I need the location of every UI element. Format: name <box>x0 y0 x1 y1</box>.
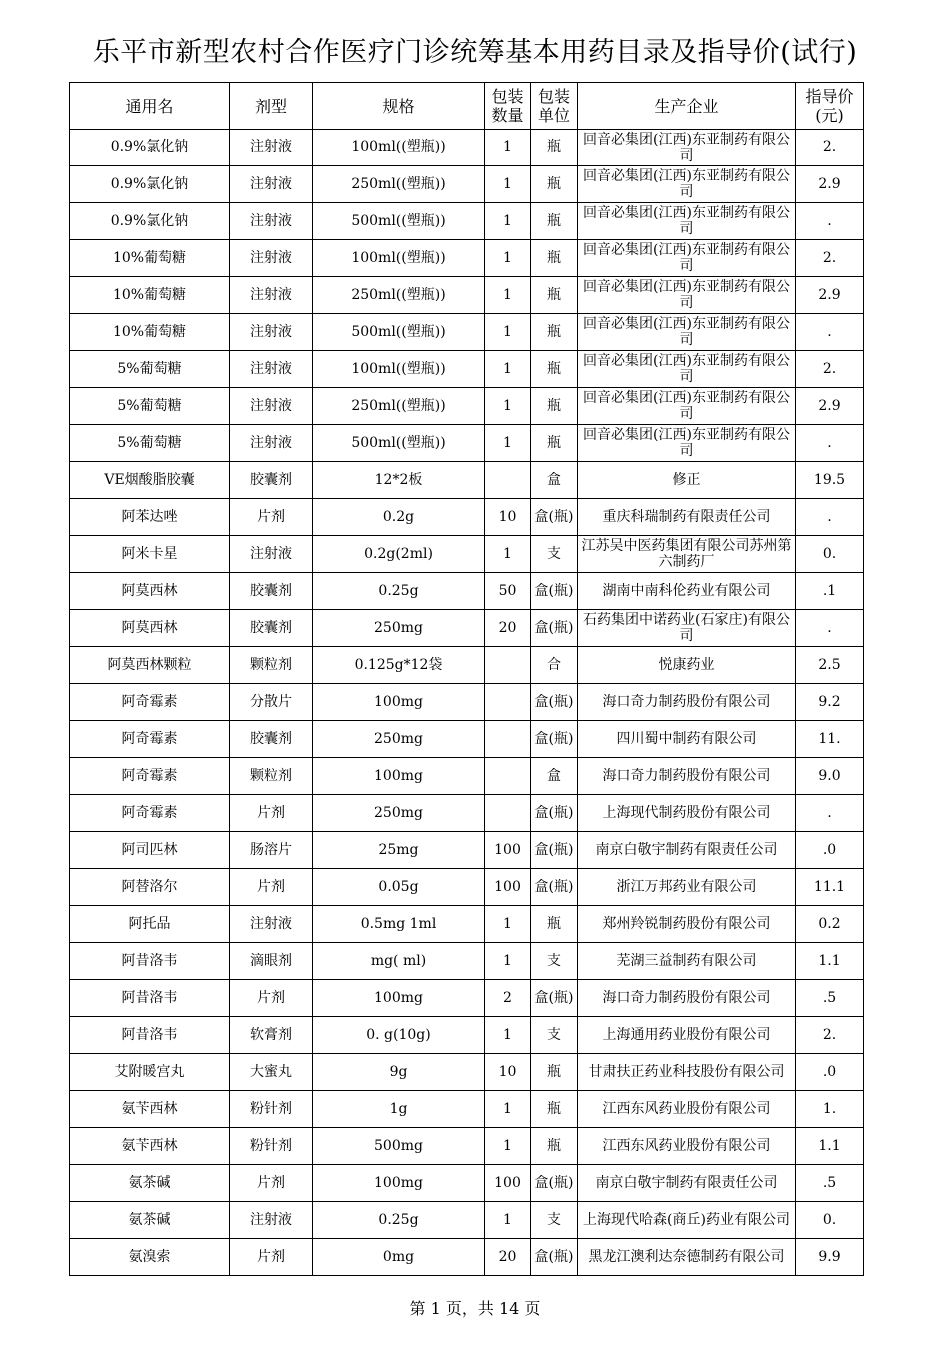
header-package-unit: 包装单位 <box>531 83 578 130</box>
cell-specification: 250ml((塑瓶)) <box>313 166 485 203</box>
page-title: 乐平市新型农村合作医疗门诊统筹基本用药目录及指导价(试行) <box>92 37 858 68</box>
table-row <box>70 795 864 832</box>
cell-package-unit: 盒(瓶) <box>531 573 578 610</box>
cell-manufacturer: 石药集团中诺药业(石家庄)有限公司 <box>578 610 796 647</box>
cell-dosage-form: 注射液 <box>230 388 313 425</box>
cell-generic-name: 氨苄西林 <box>70 1091 230 1128</box>
cell-guide-price: 9.0 <box>796 758 864 795</box>
cell-manufacturer: 江苏吴中医药集团有限公司苏州第六制药厂 <box>578 536 796 573</box>
cell-package-unit: 盒(瓶) <box>531 499 578 536</box>
cell-generic-name: 阿昔洛韦 <box>70 943 230 980</box>
cell-package-quantity: 1 <box>485 203 531 240</box>
cell-package-unit: 盒(瓶) <box>531 832 578 869</box>
table-row <box>70 1202 864 1239</box>
cell-specification: 250mg <box>313 795 485 832</box>
cell-package-unit: 瓶 <box>531 1128 578 1165</box>
cell-dosage-form: 注射液 <box>230 906 313 943</box>
cell-specification: 1g <box>313 1091 485 1128</box>
cell-package-unit: 瓶 <box>531 130 578 166</box>
cell-guide-price: 0.2 <box>796 906 864 943</box>
cell-generic-name: 阿替洛尔 <box>70 869 230 906</box>
cell-manufacturer: 浙江万邦药业有限公司 <box>578 869 796 906</box>
cell-specification: 500ml((塑瓶)) <box>313 425 485 462</box>
cell-specification: 100ml((塑瓶)) <box>313 130 485 166</box>
cell-generic-name: 艾附暖宫丸 <box>70 1054 230 1091</box>
cell-package-quantity <box>485 795 531 832</box>
cell-specification: 9g <box>313 1054 485 1091</box>
cell-dosage-form: 胶囊剂 <box>230 610 313 647</box>
cell-generic-name: 氨溴索 <box>70 1239 230 1276</box>
cell-generic-name: 0.9%氯化钠 <box>70 130 230 166</box>
table-row <box>70 721 864 758</box>
cell-specification: mg( ml) <box>313 943 485 980</box>
cell-package-quantity: 1 <box>485 388 531 425</box>
table-header-row <box>70 83 864 130</box>
cell-dosage-form: 粉针剂 <box>230 1091 313 1128</box>
table-row <box>70 388 864 425</box>
cell-generic-name: 氨茶碱 <box>70 1165 230 1202</box>
table-row <box>70 758 864 795</box>
cell-package-unit: 盒(瓶) <box>531 1239 578 1276</box>
cell-specification: 0. g(10g) <box>313 1017 485 1054</box>
cell-dosage-form: 颗粒剂 <box>230 758 313 795</box>
cell-dosage-form: 胶囊剂 <box>230 721 313 758</box>
cell-generic-name: 阿奇霉素 <box>70 684 230 721</box>
cell-manufacturer: 南京白敬宇制药有限责任公司 <box>578 1165 796 1202</box>
table-row <box>70 832 864 869</box>
table-row <box>70 203 864 240</box>
cell-package-quantity: 1 <box>485 1091 531 1128</box>
cell-package-unit: 支 <box>531 1202 578 1239</box>
cell-generic-name: 阿昔洛韦 <box>70 980 230 1017</box>
cell-specification: 0.05g <box>313 869 485 906</box>
cell-generic-name: 阿莫西林颗粒 <box>70 647 230 684</box>
cell-specification: 500mg <box>313 1128 485 1165</box>
cell-guide-price: . <box>796 314 864 351</box>
cell-generic-name: 阿奇霉素 <box>70 721 230 758</box>
cell-specification: 0.5mg 1ml <box>313 906 485 943</box>
cell-generic-name: 10%葡萄糖 <box>70 277 230 314</box>
cell-package-unit: 支 <box>531 536 578 573</box>
cell-specification: 25mg <box>313 832 485 869</box>
cell-manufacturer: 重庆科瑞制药有限责任公司 <box>578 499 796 536</box>
cell-dosage-form: 注射液 <box>230 277 313 314</box>
cell-package-quantity <box>485 721 531 758</box>
cell-package-quantity: 1 <box>485 314 531 351</box>
cell-specification: 250mg <box>313 610 485 647</box>
cell-manufacturer: 芜湖三益制药有限公司 <box>578 943 796 980</box>
header-manufacturer: 生产企业 <box>578 83 796 130</box>
cell-manufacturer: 江西东风药业股份有限公司 <box>578 1091 796 1128</box>
cell-dosage-form: 注射液 <box>230 1202 313 1239</box>
cell-guide-price: .1 <box>796 573 864 610</box>
cell-guide-price: . <box>796 425 864 462</box>
table-row <box>70 610 864 647</box>
cell-dosage-form: 胶囊剂 <box>230 462 313 499</box>
table-row <box>70 499 864 536</box>
cell-package-quantity: 1 <box>485 277 531 314</box>
cell-dosage-form: 滴眼剂 <box>230 943 313 980</box>
cell-package-quantity: 1 <box>485 166 531 203</box>
cell-manufacturer: 回音必集团(江西)东亚制药有限公司 <box>578 277 796 314</box>
cell-manufacturer: 修正 <box>578 462 796 499</box>
cell-manufacturer: 上海现代哈森(商丘)药业有限公司 <box>578 1202 796 1239</box>
table-row <box>70 1239 864 1276</box>
cell-dosage-form: 注射液 <box>230 536 313 573</box>
cell-dosage-form: 粉针剂 <box>230 1128 313 1165</box>
cell-manufacturer: 海口奇力制药股份有限公司 <box>578 684 796 721</box>
cell-generic-name: 阿莫西林 <box>70 610 230 647</box>
cell-generic-name: 氨茶碱 <box>70 1202 230 1239</box>
table-row <box>70 869 864 906</box>
cell-generic-name: 阿昔洛韦 <box>70 1017 230 1054</box>
cell-package-quantity: 50 <box>485 573 531 610</box>
cell-package-quantity: 1 <box>485 425 531 462</box>
table-row <box>70 314 864 351</box>
cell-dosage-form: 片剂 <box>230 869 313 906</box>
table-row <box>70 906 864 943</box>
cell-specification: 500ml((塑瓶)) <box>313 314 485 351</box>
cell-package-unit: 支 <box>531 1017 578 1054</box>
cell-generic-name: 阿奇霉素 <box>70 795 230 832</box>
table-row <box>70 1091 864 1128</box>
cell-guide-price: 2.5 <box>796 647 864 684</box>
cell-generic-name: 阿托品 <box>70 906 230 943</box>
header-guide-price: 指导价(元) <box>796 83 864 130</box>
cell-package-quantity: 2 <box>485 980 531 1017</box>
cell-specification: 0mg <box>313 1239 485 1276</box>
cell-dosage-form: 分散片 <box>230 684 313 721</box>
header-package-quantity: 包装数量 <box>485 83 531 130</box>
cell-package-unit: 瓶 <box>531 277 578 314</box>
cell-package-unit: 瓶 <box>531 1054 578 1091</box>
cell-guide-price: 9.2 <box>796 684 864 721</box>
cell-manufacturer: 悦康药业 <box>578 647 796 684</box>
cell-dosage-form: 片剂 <box>230 499 313 536</box>
cell-manufacturer: 回音必集团(江西)东亚制药有限公司 <box>578 130 796 166</box>
cell-guide-price: 9.9 <box>796 1239 864 1276</box>
cell-dosage-form: 胶囊剂 <box>230 573 313 610</box>
cell-generic-name: VE烟酸脂胶囊 <box>70 462 230 499</box>
cell-guide-price: 11. <box>796 721 864 758</box>
cell-package-unit: 瓶 <box>531 425 578 462</box>
cell-dosage-form: 颗粒剂 <box>230 647 313 684</box>
cell-dosage-form: 片剂 <box>230 1239 313 1276</box>
table-row <box>70 647 864 684</box>
cell-generic-name: 10%葡萄糖 <box>70 314 230 351</box>
cell-package-unit: 盒(瓶) <box>531 684 578 721</box>
cell-guide-price: . <box>796 795 864 832</box>
cell-guide-price: . <box>796 203 864 240</box>
cell-guide-price: .5 <box>796 1165 864 1202</box>
table-row <box>70 130 864 166</box>
cell-guide-price: .0 <box>796 832 864 869</box>
cell-guide-price: 2.9 <box>796 277 864 314</box>
cell-manufacturer: 甘肃扶正药业科技股份有限公司 <box>578 1054 796 1091</box>
cell-package-quantity: 1 <box>485 1017 531 1054</box>
cell-dosage-form: 注射液 <box>230 130 313 166</box>
cell-dosage-form: 注射液 <box>230 314 313 351</box>
page-footer: 第 1 页，共 14 页 <box>409 1299 541 1318</box>
cell-package-quantity: 100 <box>485 832 531 869</box>
cell-package-unit: 瓶 <box>531 351 578 388</box>
cell-guide-price: 2. <box>796 351 864 388</box>
cell-manufacturer: 回音必集团(江西)东亚制药有限公司 <box>578 240 796 277</box>
cell-guide-price: 0. <box>796 536 864 573</box>
cell-guide-price: 2. <box>796 1017 864 1054</box>
cell-generic-name: 5%葡萄糖 <box>70 388 230 425</box>
cell-package-unit: 盒(瓶) <box>531 610 578 647</box>
cell-generic-name: 5%葡萄糖 <box>70 351 230 388</box>
table-row <box>70 1165 864 1202</box>
cell-package-quantity: 1 <box>485 906 531 943</box>
table-row <box>70 980 864 1017</box>
cell-manufacturer: 海口奇力制药股份有限公司 <box>578 980 796 1017</box>
cell-dosage-form: 软膏剂 <box>230 1017 313 1054</box>
cell-package-quantity <box>485 758 531 795</box>
cell-guide-price: 19.5 <box>796 462 864 499</box>
cell-package-quantity: 10 <box>485 499 531 536</box>
table-row <box>70 1128 864 1165</box>
cell-package-unit: 支 <box>531 943 578 980</box>
cell-package-quantity: 1 <box>485 943 531 980</box>
cell-specification: 100mg <box>313 758 485 795</box>
cell-package-unit: 合 <box>531 647 578 684</box>
cell-package-unit: 盒 <box>531 462 578 499</box>
cell-manufacturer: 上海通用药业股份有限公司 <box>578 1017 796 1054</box>
cell-guide-price: 1.1 <box>796 943 864 980</box>
cell-generic-name: 0.9%氯化钠 <box>70 166 230 203</box>
cell-manufacturer: 郑州羚锐制药股份有限公司 <box>578 906 796 943</box>
cell-manufacturer: 黑龙江澳利达奈德制药有限公司 <box>578 1239 796 1276</box>
cell-generic-name: 阿莫西林 <box>70 573 230 610</box>
cell-specification: 250ml((塑瓶)) <box>313 277 485 314</box>
cell-generic-name: 5%葡萄糖 <box>70 425 230 462</box>
cell-dosage-form: 注射液 <box>230 425 313 462</box>
cell-generic-name: 10%葡萄糖 <box>70 240 230 277</box>
cell-package-unit: 盒 <box>531 758 578 795</box>
cell-package-unit: 盒(瓶) <box>531 869 578 906</box>
cell-generic-name: 阿苯达唑 <box>70 499 230 536</box>
cell-package-unit: 盒(瓶) <box>531 980 578 1017</box>
cell-guide-price: 1.1 <box>796 1128 864 1165</box>
cell-manufacturer: 回音必集团(江西)东亚制药有限公司 <box>578 203 796 240</box>
cell-guide-price: 2. <box>796 130 864 166</box>
cell-manufacturer: 上海现代制药股份有限公司 <box>578 795 796 832</box>
table-row <box>70 462 864 499</box>
cell-specification: 0.25g <box>313 1202 485 1239</box>
table-row <box>70 240 864 277</box>
cell-package-quantity <box>485 647 531 684</box>
header-generic-name: 通用名 <box>70 83 230 130</box>
cell-manufacturer: 南京白敬宇制药有限责任公司 <box>578 832 796 869</box>
cell-dosage-form: 片剂 <box>230 980 313 1017</box>
cell-guide-price: 0. <box>796 1202 864 1239</box>
cell-guide-price: .5 <box>796 980 864 1017</box>
cell-guide-price: .0 <box>796 1054 864 1091</box>
cell-manufacturer: 回音必集团(江西)东亚制药有限公司 <box>578 166 796 203</box>
cell-package-quantity: 10 <box>485 1054 531 1091</box>
table-row <box>70 425 864 462</box>
cell-package-quantity: 100 <box>485 1165 531 1202</box>
cell-specification: 500ml((塑瓶)) <box>313 203 485 240</box>
table-row <box>70 277 864 314</box>
cell-package-quantity: 1 <box>485 130 531 166</box>
cell-package-quantity: 1 <box>485 536 531 573</box>
cell-dosage-form: 注射液 <box>230 166 313 203</box>
cell-package-unit: 瓶 <box>531 203 578 240</box>
cell-guide-price: 2.9 <box>796 388 864 425</box>
cell-dosage-form: 注射液 <box>230 203 313 240</box>
cell-manufacturer: 海口奇力制药股份有限公司 <box>578 758 796 795</box>
cell-dosage-form: 大蜜丸 <box>230 1054 313 1091</box>
cell-package-unit: 瓶 <box>531 388 578 425</box>
table-row <box>70 1017 864 1054</box>
cell-package-unit: 瓶 <box>531 166 578 203</box>
cell-dosage-form: 片剂 <box>230 1165 313 1202</box>
table-row <box>70 573 864 610</box>
table-row <box>70 943 864 980</box>
cell-manufacturer: 回音必集团(江西)东亚制药有限公司 <box>578 351 796 388</box>
cell-manufacturer: 回音必集团(江西)东亚制药有限公司 <box>578 314 796 351</box>
cell-generic-name: 氨苄西林 <box>70 1128 230 1165</box>
cell-dosage-form: 肠溶片 <box>230 832 313 869</box>
cell-specification: 12*2板 <box>313 462 485 499</box>
drug-catalog-table <box>69 82 864 1276</box>
cell-specification: 100mg <box>313 1165 485 1202</box>
cell-package-quantity: 20 <box>485 610 531 647</box>
cell-dosage-form: 注射液 <box>230 240 313 277</box>
cell-package-quantity <box>485 684 531 721</box>
table-row <box>70 351 864 388</box>
cell-guide-price: 1. <box>796 1091 864 1128</box>
cell-dosage-form: 注射液 <box>230 351 313 388</box>
cell-generic-name: 阿司匹林 <box>70 832 230 869</box>
table-row <box>70 684 864 721</box>
cell-guide-price: . <box>796 499 864 536</box>
table-row <box>70 166 864 203</box>
cell-manufacturer: 回音必集团(江西)东亚制药有限公司 <box>578 388 796 425</box>
cell-specification: 250mg <box>313 721 485 758</box>
table-row <box>70 1054 864 1091</box>
cell-specification: 100ml((塑瓶)) <box>313 240 485 277</box>
cell-package-quantity: 100 <box>485 869 531 906</box>
cell-generic-name: 0.9%氯化钠 <box>70 203 230 240</box>
cell-package-quantity: 1 <box>485 240 531 277</box>
cell-generic-name: 阿奇霉素 <box>70 758 230 795</box>
table-row <box>70 536 864 573</box>
cell-guide-price: 2. <box>796 240 864 277</box>
table-body <box>70 130 864 1276</box>
cell-manufacturer: 江西东风药业股份有限公司 <box>578 1128 796 1165</box>
cell-specification: 250ml((塑瓶)) <box>313 388 485 425</box>
cell-package-unit: 盒(瓶) <box>531 1165 578 1202</box>
cell-package-unit: 瓶 <box>531 314 578 351</box>
cell-package-quantity: 20 <box>485 1239 531 1276</box>
cell-dosage-form: 片剂 <box>230 795 313 832</box>
cell-specification: 100mg <box>313 980 485 1017</box>
cell-package-quantity <box>485 462 531 499</box>
cell-manufacturer: 回音必集团(江西)东亚制药有限公司 <box>578 425 796 462</box>
cell-specification: 0.125g*12袋 <box>313 647 485 684</box>
cell-generic-name: 阿米卡星 <box>70 536 230 573</box>
cell-package-unit: 瓶 <box>531 240 578 277</box>
cell-specification: 100mg <box>313 684 485 721</box>
cell-package-unit: 瓶 <box>531 1091 578 1128</box>
cell-guide-price: . <box>796 610 864 647</box>
cell-guide-price: 2.9 <box>796 166 864 203</box>
cell-package-unit: 盒(瓶) <box>531 795 578 832</box>
cell-package-quantity: 1 <box>485 351 531 388</box>
cell-specification: 100ml((塑瓶)) <box>313 351 485 388</box>
cell-package-unit: 盒(瓶) <box>531 721 578 758</box>
cell-package-unit: 瓶 <box>531 906 578 943</box>
cell-manufacturer: 四川蜀中制药有限公司 <box>578 721 796 758</box>
cell-specification: 0.25g <box>313 573 485 610</box>
cell-manufacturer: 湖南中南科伦药业有限公司 <box>578 573 796 610</box>
cell-guide-price: 11.1 <box>796 869 864 906</box>
cell-package-quantity: 1 <box>485 1202 531 1239</box>
cell-specification: 0.2g <box>313 499 485 536</box>
header-dosage-form: 剂型 <box>230 83 313 130</box>
header-specification: 规格 <box>313 83 485 130</box>
cell-specification: 0.2g(2ml) <box>313 536 485 573</box>
cell-package-quantity: 1 <box>485 1128 531 1165</box>
